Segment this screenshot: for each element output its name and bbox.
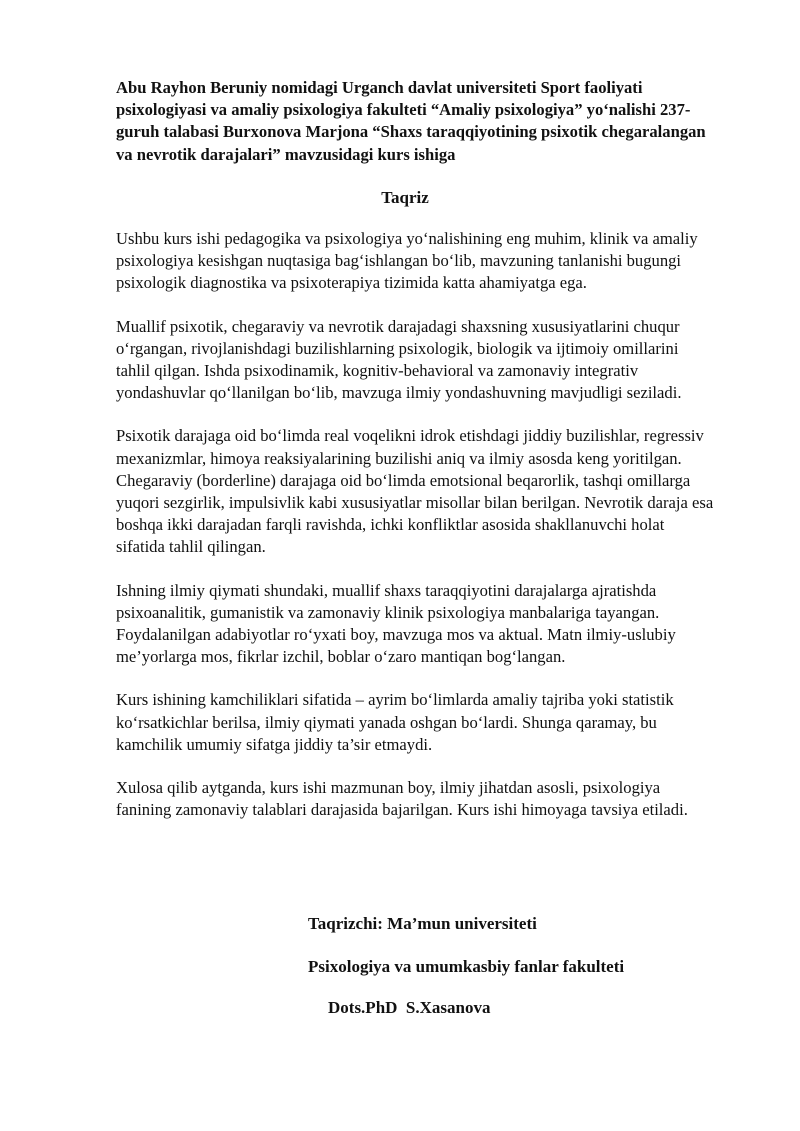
paragraph-2: Muallif psixotik, chegaraviy va nevrotik darajadagi shaxsning xususiyatlarini chuqur o‘rgangan, rivojlanishdagi buzilishlarning psixologik, biologik va ijtimoiy omillarini tahlil qilgan. Ishda psixodinamik, kognitiv-behavioral va zamonaviy integrativ yondashuvlar qo‘llanilgan bo‘lib, mavzuga ilmiy yondashuvning mavjudligi seziladi. [116, 316, 682, 403]
paragraph-6: Xulosa qilib aytganda, kurs ishi mazmunan boy, ilmiy jihatdan asosli, psixologiya fanining zamonaviy talablari darajasida bajarilgan. Kurs ishi himoyaga tavsiya etiladi. [116, 778, 688, 820]
signature-faculty: Psixologiya va umumkasbiy fanlar fakulteti [308, 957, 625, 976]
paragraph-4: Ishning ilmiy qiymati shundaki, muallif shaxs taraqqiyotini darajalarga ajratishda psixoanalitik, gumanistik va zamonaviy klinik psixologiya manbalariga tayangan. Foydalanilgan adabiyotlar ro‘yxati boy, mavzuga mos va aktual. Matn ilmiy-uslubiy me’yorlarga mos, fikrlar izchil, boblar o‘zaro mantiqan bog‘langan. [116, 580, 676, 667]
document-body [116, 228, 716, 842]
signature-name: Dots.PhD S.Xasanova [328, 998, 491, 1017]
paragraph-5: Kurs ishining kamchiliklari sifatida – ayrim bo‘limlarda amaliy tajriba yoki statistik ko‘rsatkichlar berilsa, ilmiy qiymati yanada oshgan bo‘lardi. Shunga qaramay, bu kamchilik umumiy sifatga jiddiy ta’sir etmaydi. [116, 690, 674, 754]
document-header: Abu Rayhon Beruniy nomidagi Urganch davlat universiteti Sport faoliyati psixologiyasi va amaliy psixologiya fakulteti “Amaliy psixologiya” yo‘nalishi 237-guruh talabasi Burxonova Marjona “Shaxs taraqqiyotining psixotik chegaralangan va nevrotik darajalari” mavzusidagi kurs ishiga [116, 78, 706, 164]
paragraph-1: Ushbu kurs ishi pedagogika va psixologiya yo‘nalishining eng muhim, klinik va amaliy psixologiya kesishgan nuqtasiga bag‘ishlangan bo‘lib, mavzuning tanlanishi bugungi psixologik diagnostika va psixoterapiya tizimida katta ahamiyatga ega. [116, 229, 698, 293]
paragraph-3: Psixotik darajaga oid bo‘limda real voqelikni idrok etishdagi jiddiy buzilishlar, regressiv mexanizmlar, himoya reaksiyalarining buzilishi aniq va ilmiy asosda keng yoritilgan. Chegaraviy (borderline) darajaga oid bo‘limda emotsional beqarorlik, tashqi omillarga yuqori sezgirlik, impulsivlik kabi xususiyatlar misollar bilan berilgan. Nevrotik daraja esa boshqa ikki darajadan farqli ravishda, ichki konfliktlar asosida shakllanuvchi holat sifatida tahlil qilingan. [116, 426, 714, 557]
document-title: Taqriz [381, 188, 429, 207]
signature-reviewer: Taqrizchi: Ma’mun universiteti [308, 914, 537, 933]
